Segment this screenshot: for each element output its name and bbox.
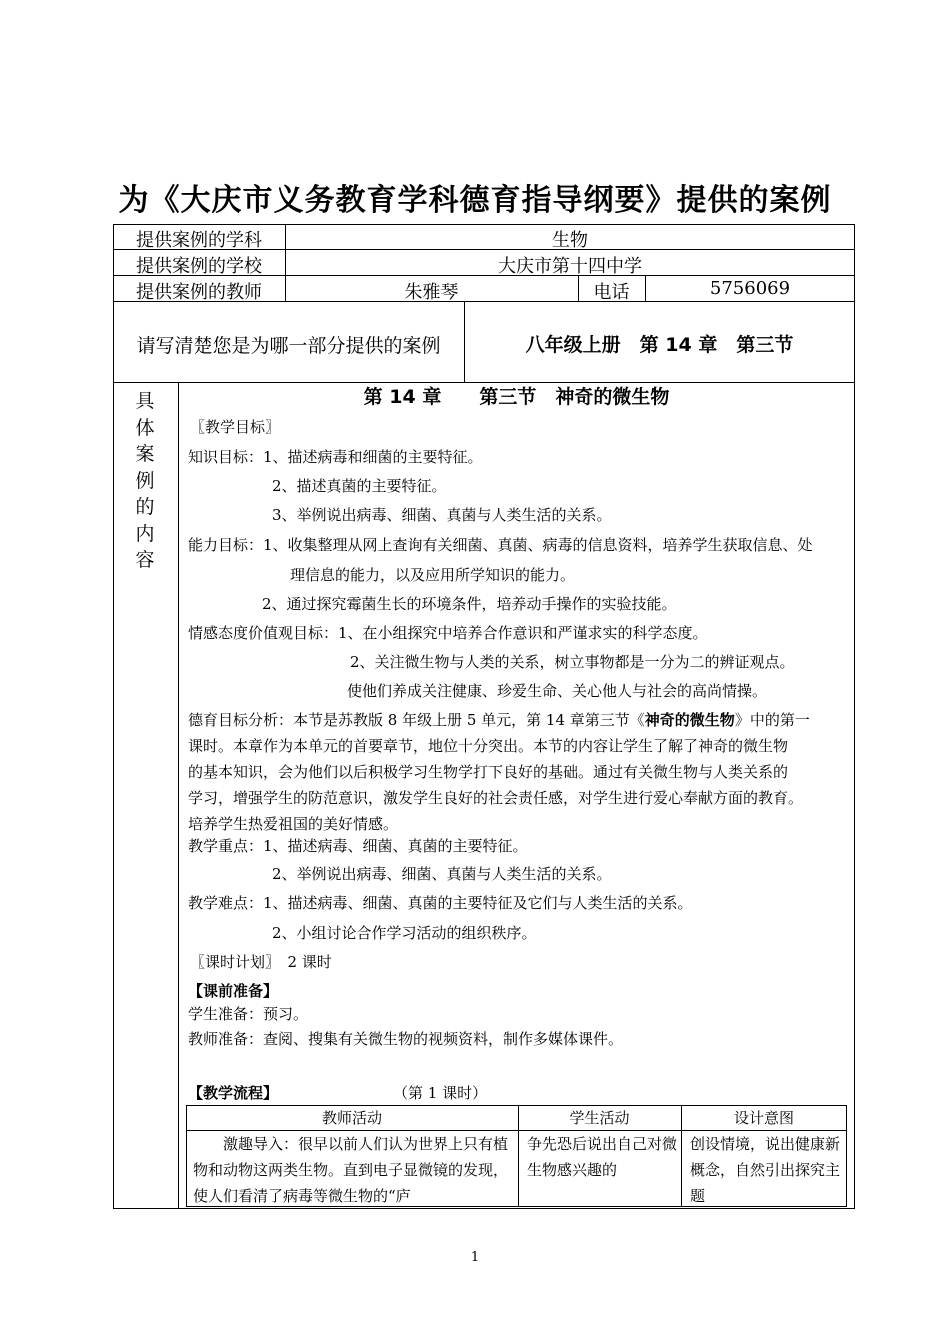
subject-label: 提供案例的学科 bbox=[136, 230, 262, 251]
phone-value: 5756069 bbox=[709, 278, 791, 299]
page-number: 1 bbox=[470, 1250, 480, 1265]
moral-analysis-line: 的基本知识，会为他们以后积极学习生物学打下良好的基础。通过有关微生物与人类关系的 bbox=[188, 763, 789, 781]
moral-analysis-line: 培养学生热爱祖国的美好情感。 bbox=[188, 815, 399, 833]
knowledge-goal-2: 2、描述真菌的主要特征。 bbox=[272, 477, 447, 495]
moral-title: 神奇的微生物 bbox=[644, 711, 735, 729]
moral-analysis bbox=[188, 710, 810, 730]
difficult-point-2: 2、小组讨论合作学习活动的组织秩序。 bbox=[272, 924, 537, 942]
phone-label: 电话 bbox=[593, 282, 630, 303]
side-char: 体 bbox=[135, 416, 155, 439]
flow-period: （第 1 课时） bbox=[393, 1084, 488, 1102]
side-char: 容 bbox=[135, 549, 155, 571]
moral-suffix: 》中的第一 bbox=[734, 711, 810, 729]
moral-analysis-line: 学习，增强学生的防范意识，激发学生良好的社会责任感，对学生进行爱心奉献方面的教育。 bbox=[188, 789, 804, 807]
section-prompt: 请写清楚您是为哪一部分提供的案例 bbox=[136, 335, 441, 357]
section-value: 八年级上册 第 14 章 第三节 bbox=[525, 334, 794, 356]
knowledge-goal-3: 3、举例说出病毒、细菌、真菌与人类生活的关系。 bbox=[272, 506, 612, 524]
document-title: 为《大庆市义务教育学科德育指导纲要》提供的案例 bbox=[118, 183, 832, 218]
side-char: 具 bbox=[135, 390, 155, 412]
teacher-value: 朱雅琴 bbox=[404, 282, 459, 303]
flow-cell-teacher: 激趣导入：很早以前人们认为世界上只有植物和动物这两类生物。直到电子显微镜的发现，使人们看清了病毒等微生物的“庐 bbox=[193, 1135, 509, 1205]
flow-header-intent: 设计意图 bbox=[733, 1109, 794, 1127]
flow-header-student: 学生活动 bbox=[569, 1109, 630, 1127]
ability-goal-1-cont: 理信息的能力，以及应用所学知识的能力。 bbox=[290, 566, 576, 584]
side-char: 案 bbox=[135, 443, 155, 465]
content-side-label bbox=[113, 388, 177, 574]
teacher-prep: 教师准备：查阅、搜集有关微生物的视频资料，制作多媒体课件。 bbox=[188, 1030, 624, 1048]
knowledge-goal-1: 知识目标：1、描述病毒和细菌的主要特征。 bbox=[188, 448, 483, 466]
flow-cell-intent: 创设情境，说出健康新概念，自然引出探究主题 bbox=[690, 1135, 841, 1205]
side-char: 内 bbox=[135, 522, 155, 545]
objectives-heading: 〖教学目标〗 bbox=[190, 418, 281, 436]
attitude-goal-2: 2、关注微生物与人类的关系，树立事物都是一分为二的辨证观点。 bbox=[350, 653, 795, 671]
prep-heading: 【课前准备】 bbox=[188, 982, 279, 1000]
flow-heading: 【教学流程】 bbox=[188, 1084, 279, 1102]
ability-goal-2: 2、通过探究霉菌生长的环境条件，培养动手操作的实验技能。 bbox=[262, 595, 677, 613]
attitude-goal-3: 使他们养成关注健康、珍爱生命、关心他人与社会的高尚情操。 bbox=[347, 682, 768, 700]
school-value: 大庆市第十四中学 bbox=[498, 256, 642, 277]
difficult-point-1: 教学难点：1、描述病毒、细菌、真菌的主要特征及它们与人类生活的关系。 bbox=[188, 894, 693, 912]
subject-value: 生物 bbox=[552, 230, 588, 251]
flow-cell-student: 争先恐后说出自己对微生物感兴趣的 bbox=[527, 1135, 677, 1179]
student-prep: 学生准备：预习。 bbox=[188, 1005, 309, 1023]
moral-analysis-line: 课时。本章作为本单元的首要章节，地位十分突出。本节的内容让学生了解了神奇的微生物 bbox=[188, 737, 789, 755]
attitude-goal-1: 情感态度价值观目标：1、在小组探究中培养合作意识和严谨求实的科学态度。 bbox=[188, 624, 708, 642]
moral-prefix: 德育目标分析：本节是苏教版 8 年级上册 5 单元，第 14 章第三节《 bbox=[188, 711, 645, 729]
side-char: 例 bbox=[135, 469, 155, 492]
schedule: 〖课时计划〗 2 课时 bbox=[190, 953, 332, 971]
key-point-2: 2、举例说出病毒、细菌、真菌与人类生活的关系。 bbox=[272, 865, 612, 883]
ability-goal-1: 能力目标：1、收集整理从网上查询有关细菌、真菌、病毒的信息资料，培养学生获取信息、处 bbox=[188, 536, 813, 554]
side-char: 的 bbox=[135, 496, 155, 518]
flow-header-teacher: 教师活动 bbox=[321, 1109, 382, 1127]
content-heading: 第 14 章 第三节 神奇的微生物 bbox=[363, 386, 670, 408]
teacher-label: 提供案例的教师 bbox=[136, 282, 262, 303]
school-label: 提供案例的学校 bbox=[136, 256, 262, 277]
key-point-1: 教学重点：1、描述病毒、细菌、真菌的主要特征。 bbox=[188, 837, 528, 855]
